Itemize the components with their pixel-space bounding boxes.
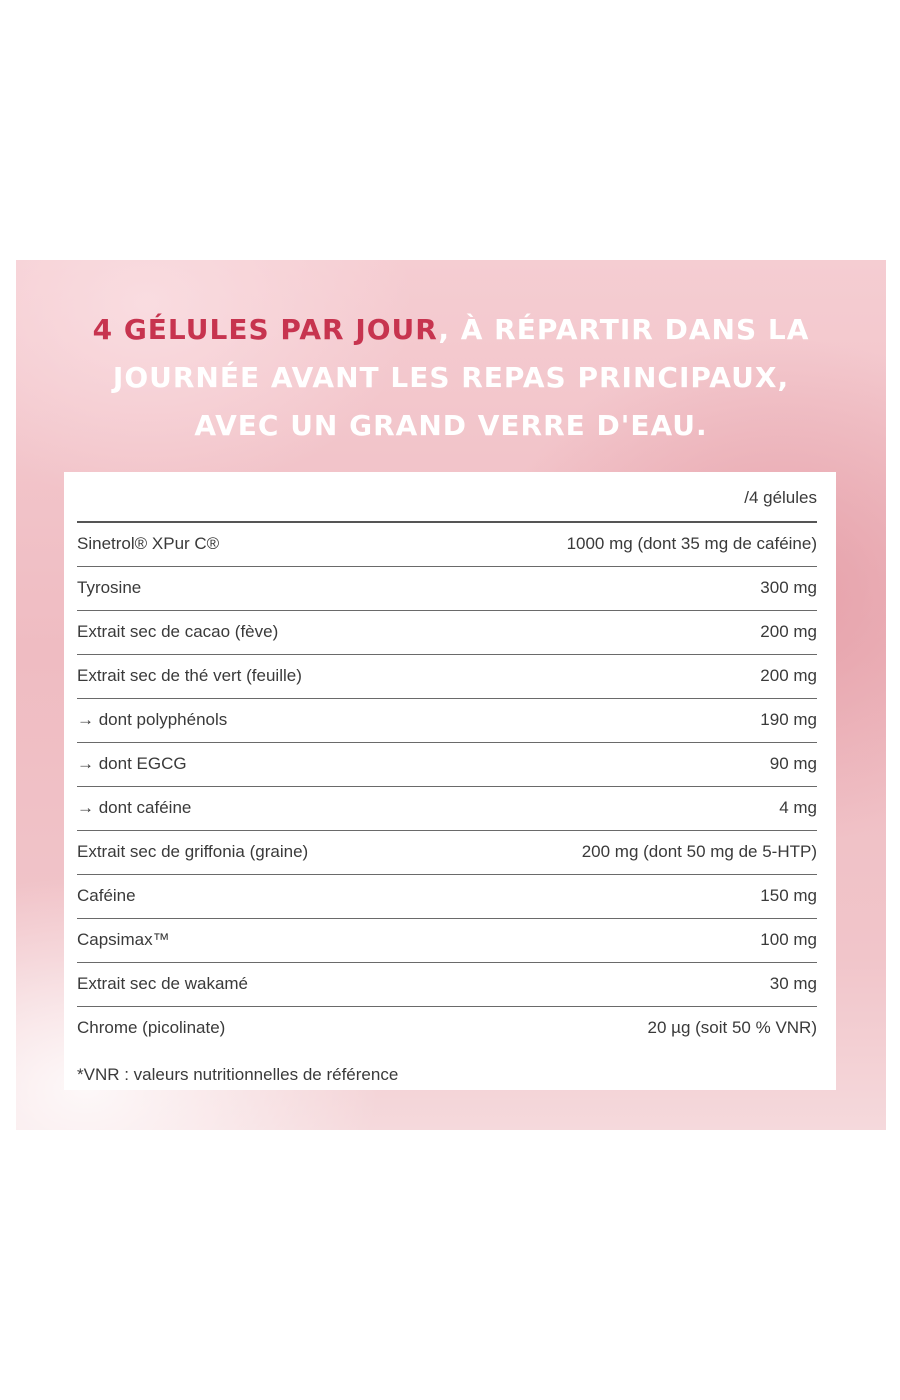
table-row: [77, 523, 817, 567]
ingredient-amount: 100 mg: [760, 930, 817, 949]
ingredient-name: Chrome (picolinate): [77, 1018, 226, 1037]
table-row: [77, 611, 817, 655]
headline-line-1-rest: , À RÉPARTIR DANS LA: [438, 313, 810, 346]
ingredient-name: → dont polyphénols: [77, 710, 228, 729]
table-row: [77, 919, 817, 963]
ingredient-name: Extrait sec de wakamé: [77, 974, 249, 993]
ingredient-name: Tyrosine: [77, 578, 142, 597]
table-header: [77, 472, 817, 523]
ingredient-amount: 200 mg (dont 50 mg de 5-HTP): [581, 842, 817, 861]
table-row: [77, 655, 817, 699]
ingredient-amount: 300 mg: [760, 578, 817, 597]
table-row: [77, 567, 817, 611]
ingredient-name: Capsimax™: [77, 930, 170, 949]
headline-line-3: AVEC UN GRAND VERRE D'EAU.: [194, 409, 708, 442]
headline-accent: 4 GÉLULES PAR JOUR: [92, 313, 439, 346]
ingredient-name: → dont caféine: [77, 798, 192, 817]
table-row: [77, 1007, 817, 1050]
ingredient-name: Sinetrol® XPur C®: [77, 534, 220, 553]
table-row: [77, 963, 817, 1007]
ingredient-amount: 200 mg: [760, 666, 817, 685]
ingredient-amount: 190 mg: [760, 710, 817, 729]
table-row: [77, 699, 817, 743]
ingredient-amount: 30 mg: [769, 974, 817, 993]
composition-table: [64, 472, 836, 1090]
headline-line-1: [16, 306, 886, 354]
table-footnote: *VNR : valeurs nutritionnelles de référence: [77, 1065, 399, 1084]
ingredient-name: Extrait sec de griffonia (graine): [77, 842, 309, 861]
ingredient-amount: 1000 mg (dont 35 mg de caféine): [566, 534, 817, 553]
table-row: [77, 787, 817, 831]
ingredient-amount: 20 µg (soit 50 % VNR): [647, 1018, 817, 1037]
ingredient-name: → dont EGCG: [77, 754, 187, 773]
ingredient-name: Extrait sec de thé vert (feuille): [77, 666, 302, 685]
headline-line-2: JOURNÉE AVANT LES REPAS PRINCIPAUX,: [112, 361, 790, 394]
table-row: [77, 743, 817, 787]
table-row: [77, 875, 817, 919]
ingredient-name: Caféine: [77, 886, 136, 905]
ingredient-amount: 4 mg: [779, 798, 817, 817]
ingredient-amount: 150 mg: [760, 886, 817, 905]
dosage-headline: [16, 306, 886, 450]
column-header-dose: /4 gélules: [744, 488, 817, 507]
table-row: [77, 831, 817, 875]
dosage-panel: [16, 260, 886, 1130]
table-body: [77, 523, 817, 1050]
ingredient-name: Extrait sec de cacao (fève): [77, 622, 279, 641]
ingredient-amount: 90 mg: [769, 754, 817, 773]
ingredient-amount: 200 mg: [760, 622, 817, 641]
